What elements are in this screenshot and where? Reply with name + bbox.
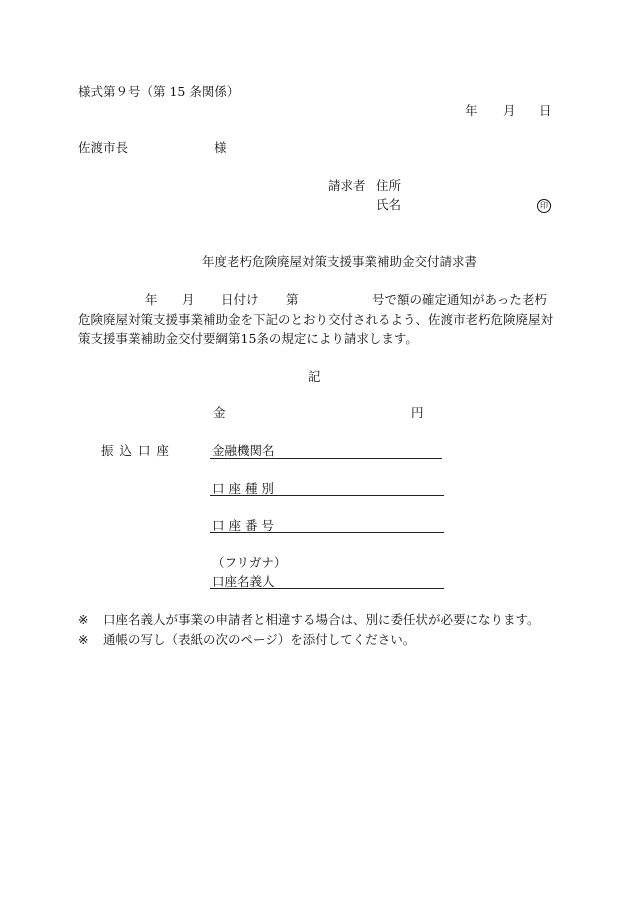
amount-label: 金 [213, 405, 226, 420]
body-line3: 策支援事業補助金交付要綱第15条の規定により請求します。 [78, 331, 418, 346]
date-day-label: 日 [539, 103, 552, 118]
note-mark: ※ [78, 632, 89, 647]
form-number: 様式第９号（第 15 条関係） [78, 84, 240, 99]
bank-section-label: 振 込 口 座 [101, 443, 170, 458]
note-text: 通帳の写し（表紙の次のページ）を添付してください。 [103, 632, 416, 647]
amount-unit: 円 [411, 405, 424, 420]
furigana-label: （フリガナ） [212, 555, 287, 570]
seal-mark: 印 [537, 199, 551, 213]
account-number-line [210, 532, 444, 533]
bank-institution-line [210, 458, 442, 459]
body-month-label: 月 [182, 292, 195, 307]
note-text: 口座名義人が事業の申請者と相違する場合は、別に委任状が必要になります。 [103, 612, 540, 627]
account-holder-label: 口座名義人 [212, 574, 275, 589]
bank-institution-label: 金融機関名 [212, 443, 275, 458]
applicant-role: 請求者 [328, 178, 366, 193]
account-type-line [210, 495, 444, 496]
recipient-name: 佐渡市長 [78, 140, 129, 155]
account-number-label: 口 座 番 号 [212, 518, 274, 533]
recipient-honorific: 様 [214, 140, 227, 155]
date-year-label: 年 [465, 103, 478, 118]
account-type-label: 口 座 種 別 [212, 481, 274, 496]
note-mark: ※ [78, 612, 89, 627]
applicant-name-label: 氏名 [376, 197, 402, 212]
body-year-label: 年 [145, 292, 158, 307]
applicant-address-label: 住所 [376, 178, 402, 193]
ki-heading: 記 [308, 369, 321, 384]
body-number-prefix: 第 [286, 292, 299, 307]
body-line2: 危険廃屋対策支援事業補助金を下記のとおり交付されるよう、佐渡市老朽危険廃屋対 [78, 312, 554, 327]
body-line1-rest: 号で額の確定通知があった老朽 [372, 292, 547, 307]
document-title: 年度老朽危険廃屋対策支援事業補助金交付請求書 [202, 254, 478, 269]
body-dated-label: 日付け [221, 292, 259, 307]
account-holder-line [210, 588, 444, 589]
date-month-label: 月 [503, 103, 516, 118]
